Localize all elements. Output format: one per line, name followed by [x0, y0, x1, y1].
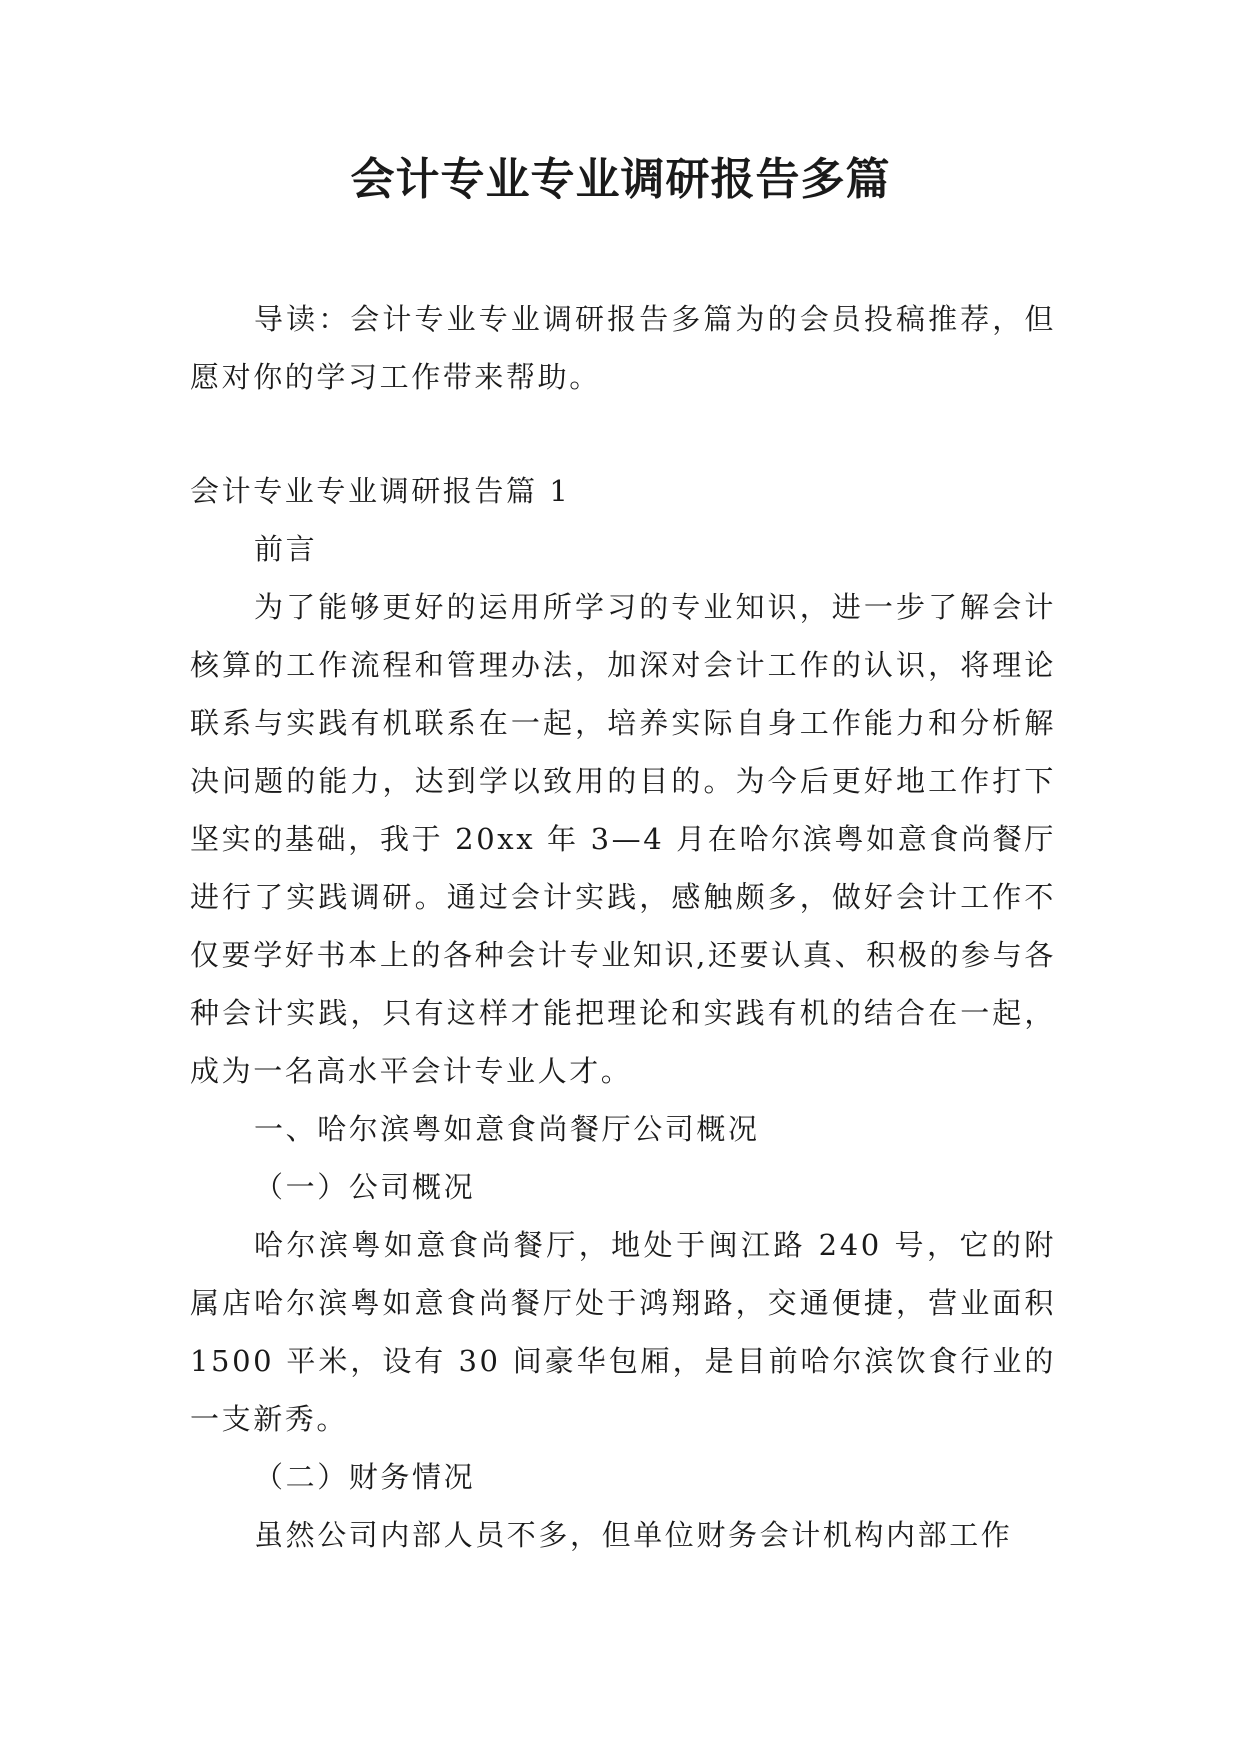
subheading-financial-situation: （二）财务情况	[254, 1460, 476, 1494]
section-block	[190, 462, 1056, 1564]
chapter-heading-company-overview: 一、哈尔滨粤如意食尚餐厅公司概况	[254, 1112, 760, 1146]
financial-situation-paragraph: 虽然公司内部人员不多，但单位财务会计机构内部工作	[254, 1518, 1013, 1552]
company-overview-paragraph: 哈尔滨粤如意食尚餐厅，地处于闽江路 240 号，它的附属店哈尔滨粤如意食尚餐厅处于鸿翔路，交通便捷，营业面积 1500 平米，设有 30 间豪华包厢，是目前哈尔滨饮食行业的一支新秀。	[190, 1228, 1056, 1436]
subheading-company-overview: （一）公司概况	[254, 1170, 476, 1204]
document-title: 会计专业专业调研报告多篇	[350, 154, 891, 205]
intro-block	[190, 290, 1056, 406]
intro-paragraph: 导读：会计专业专业调研报告多篇为的会员投稿推荐，但愿对你的学习工作带来帮助。	[190, 302, 1056, 394]
section-heading: 会计专业专业调研报告篇 1	[190, 474, 571, 508]
preface-paragraph: 为了能够更好的运用所学习的专业知识，进一步了解会计核算的工作流程和管理办法，加深对会计工作的认识，将理论联系与实践有机联系在一起，培养实际自身工作能力和分析解决问题的能力，达到学以致用的目的。为今后更好地工作打下坚实的基础，我于 20xx 年 3—4 月在哈尔滨粤如意食尚餐厅进行了实践调研。通过会计实践，感触颇多，做好会计工作不仅要学好书本上的各种会计专业知识,还要认真、积极的参与各种会计实践，只有这样才能把理论和实践有机的结合在一起，成为一名高水平会计专业人才。	[190, 590, 1056, 1088]
preface-heading: 前言	[254, 532, 318, 566]
